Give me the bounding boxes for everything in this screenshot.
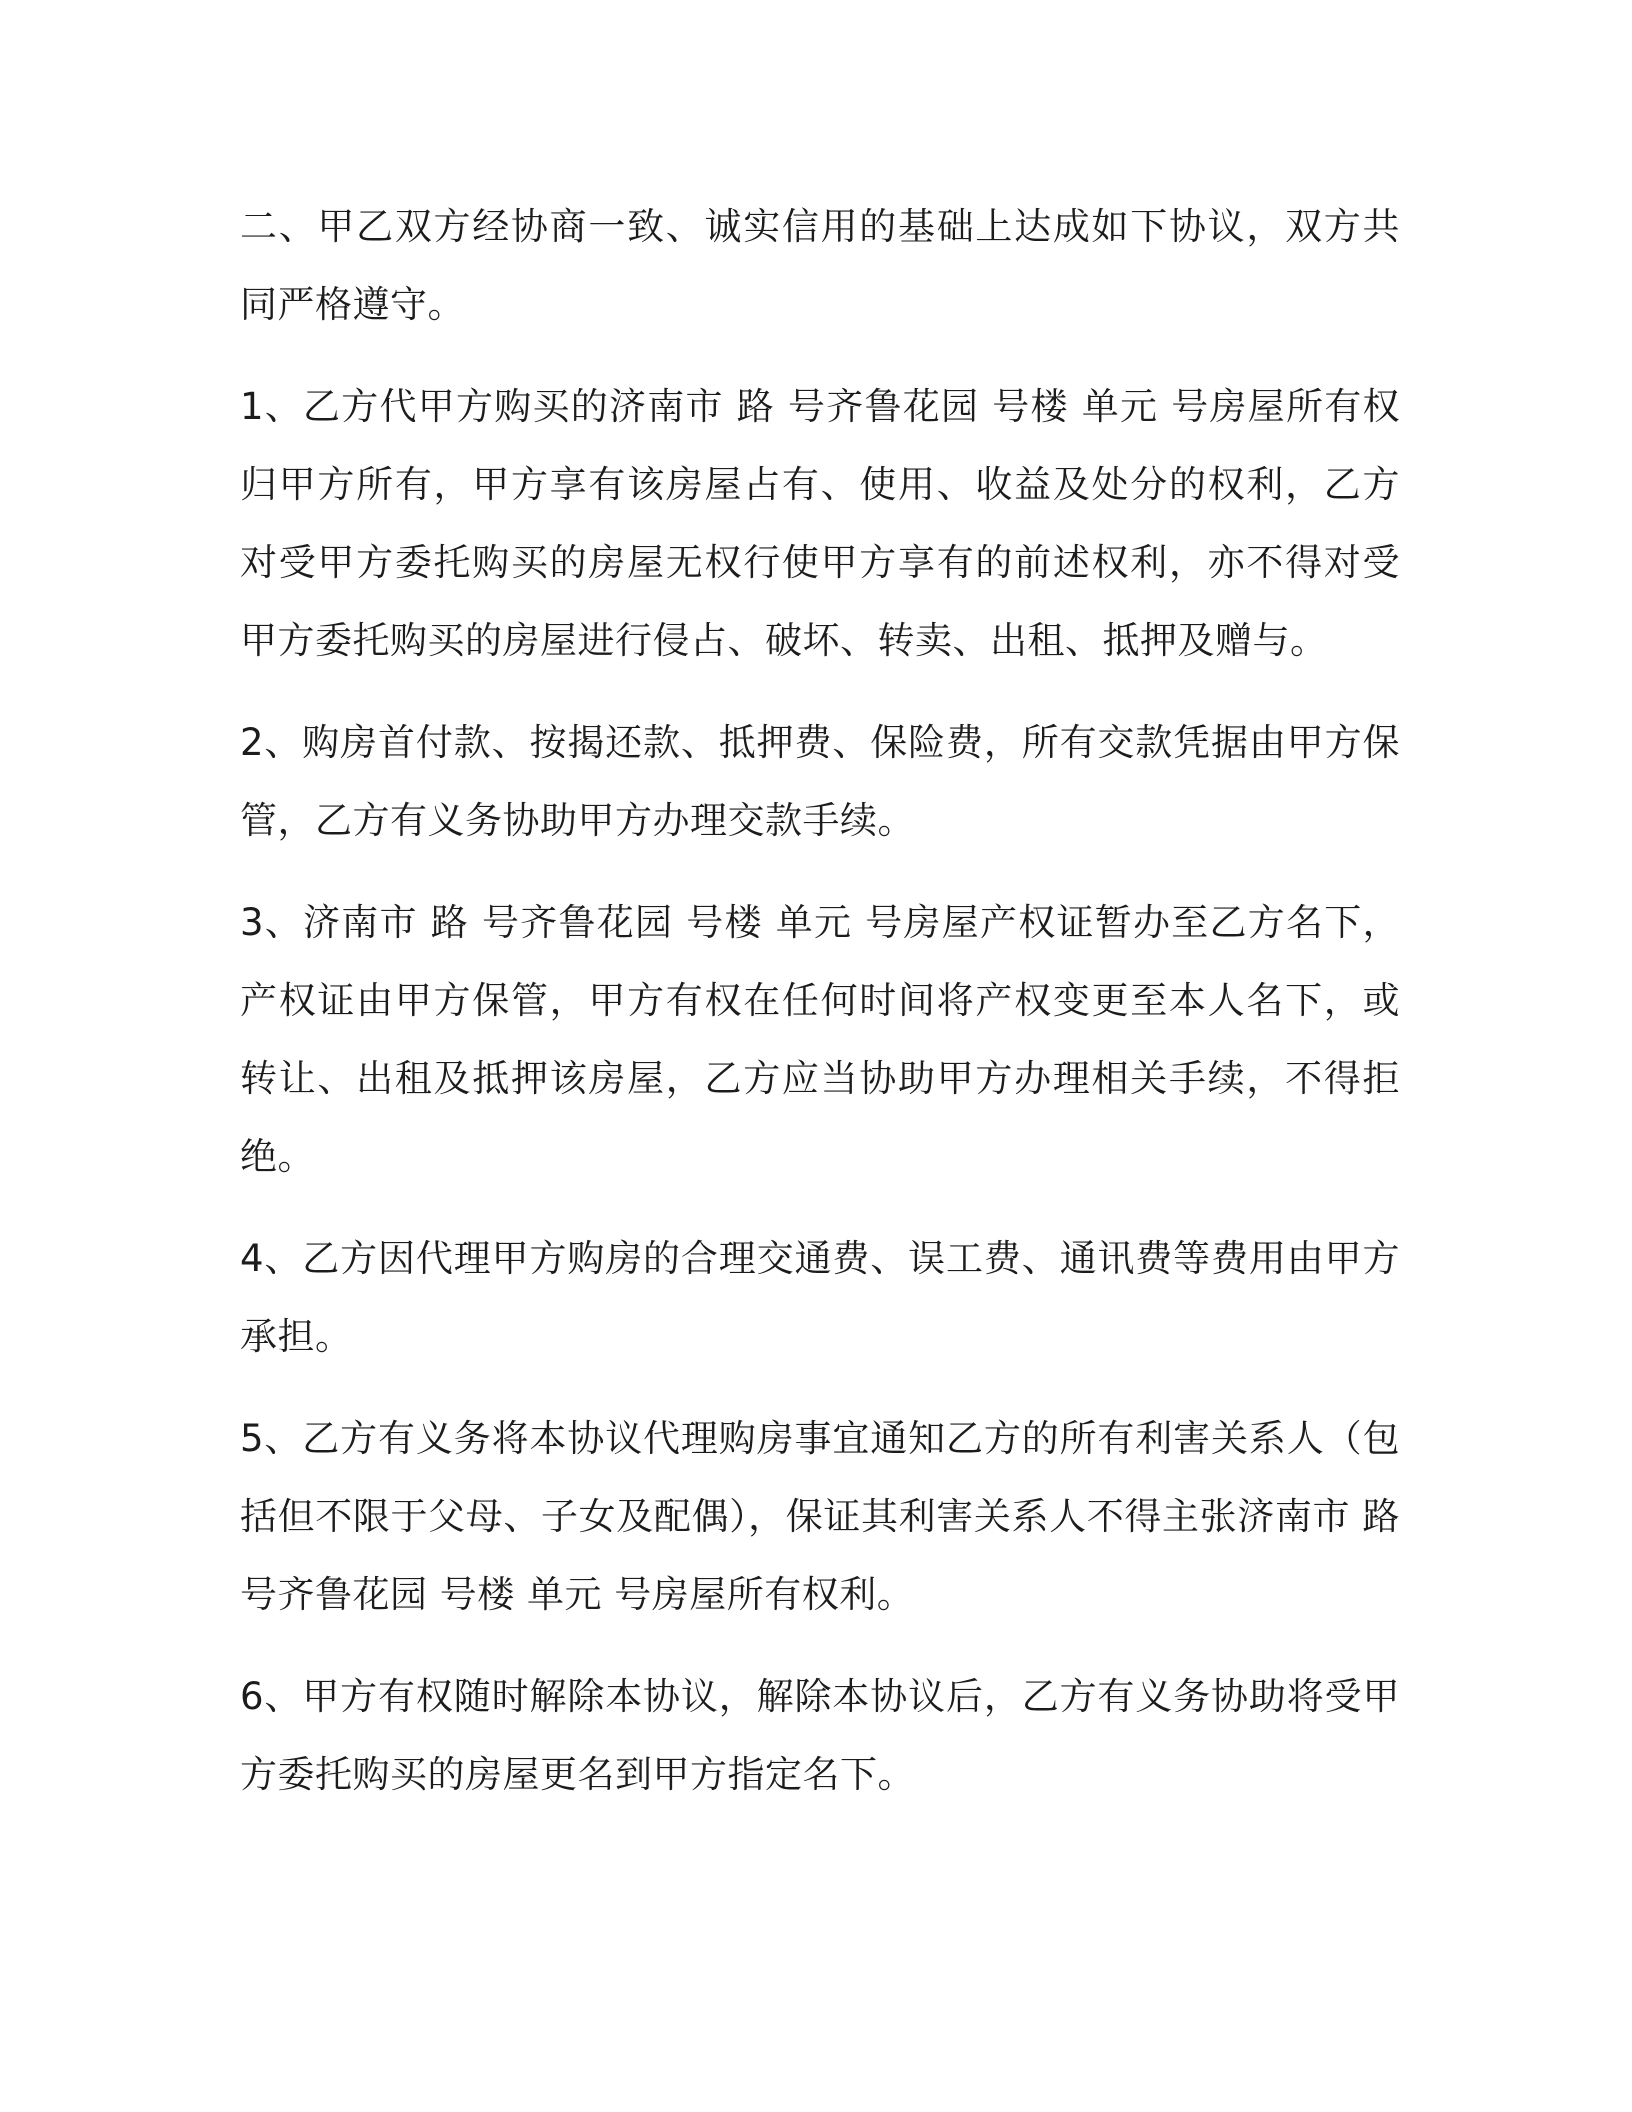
paragraph-section-two: 二、甲乙双方经协商一致、诚实信用的基础上达成如下协议，双方共同严格遵守。	[240, 205, 1400, 326]
document-body	[240, 188, 1400, 1838]
paragraph-clause-6: 6、甲方有权随时解除本协议，解除本协议后，乙方有义务协助将受甲方委托购买的房屋更名到甲方指定名下。	[240, 1675, 1400, 1796]
paragraph-clause-5: 5、乙方有义务将本协议代理购房事宜通知乙方的所有利害关系人（包括但不限于父母、子女及配偶），保证其利害关系人不得主张济南市 路 号齐鲁花园 号楼 单元 号房屋所有权利。	[240, 1417, 1400, 1616]
paragraph-clause-1: 1、乙方代甲方购买的济南市 路 号齐鲁花园 号楼 单元 号房屋所有权归甲方所有，甲方享有该房屋占有、使用、收益及处分的权利，乙方对受甲方委托购买的房屋无权行使甲方享有的前述权利，亦不得对受甲方委托购买的房屋进行侵占、破坏、转卖、出租、抵押及赠与。	[240, 385, 1400, 662]
paragraph-clause-3: 3、济南市 路 号齐鲁花园 号楼 单元 号房屋产权证暂办至乙方名下，产权证由甲方保管，甲方有权在任何时间将产权变更至本人名下，或转让、出租及抵押该房屋，乙方应当协助甲方办理相关手续，不得拒绝。	[240, 901, 1400, 1178]
paragraph-clause-2: 2、购房首付款、按揭还款、抵押费、保险费，所有交款凭据由甲方保管，乙方有义务协助甲方办理交款手续。	[240, 721, 1400, 842]
paragraph-clause-4: 4、乙方因代理甲方购房的合理交通费、误工费、通讯费等费用由甲方承担。	[240, 1237, 1400, 1358]
